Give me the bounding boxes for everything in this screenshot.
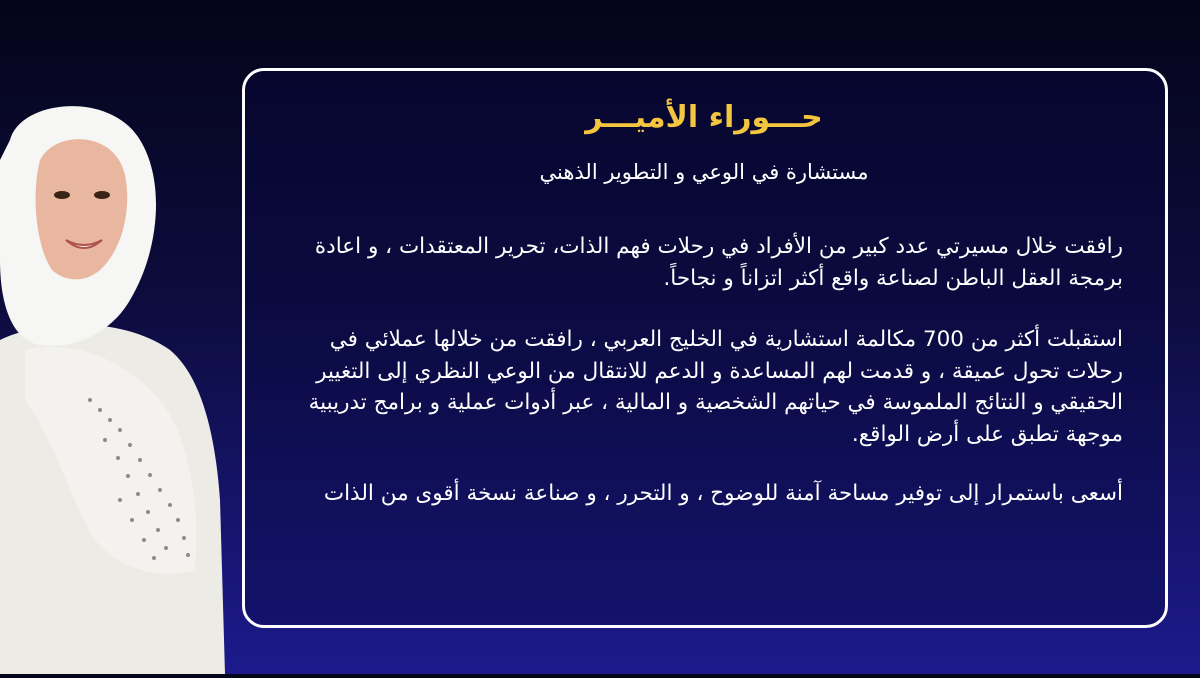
profile-title: مستشارة في الوعي و التطوير الذهني [539,160,869,184]
bio-paragraph-1: رافقت خلال مسيرتي عدد كبير من الأفراد في رحلات فهم الذات، تحرير المعتقدات ، و اعادة برمجة العقل الباطن لصناعة واقع أكثر اتزاناً و نجاحاً. [314,234,1123,291]
bio-card [242,68,1168,628]
profile-photo [0,100,230,674]
bio-paragraph-3: أسعى باستمرار إلى توفير مساحة آمنة للوضوح ، و التحرر ، و صناعة نسخة أقوى من الذات [323,481,1123,506]
bio-paragraph-2: استقبلت أكثر من 700 مكالمة استشارية في الخليج العربي ، رافقت من خلالها عملائي في رحلات تحول عميقة ، و قدمت لهم المساعدة و الدعم للانتقال من الوعي النظري إلى التغيير الحقيقي و النتائج الملموسة في حياتهم الشخصية و المالية ، عبر أدوات عملية و برامج تدريبية موجهة تطبق على أرض الواقع. [308,327,1123,447]
profile-name: حـــوراء الأميـــر [585,100,823,135]
